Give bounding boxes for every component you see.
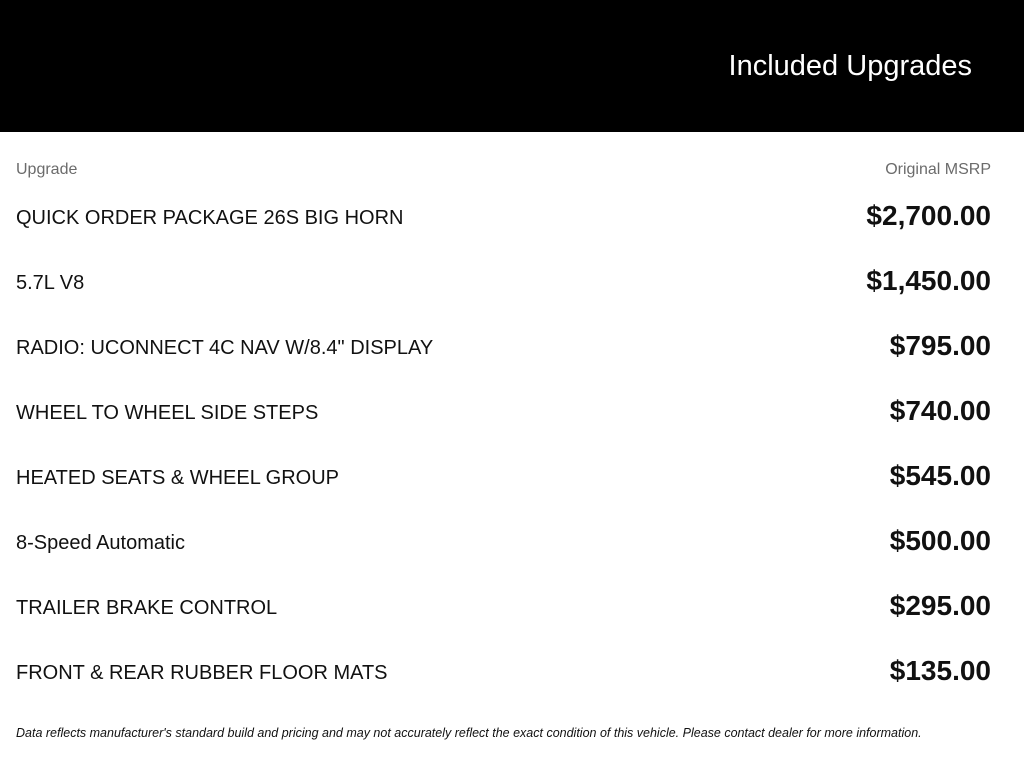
- upgrade-name: TRAILER BRAKE CONTROL: [16, 597, 278, 619]
- upgrade-row: [16, 315, 991, 380]
- upgrade-price: $1,450.00: [866, 265, 991, 296]
- upgrade-price: $545.00: [889, 460, 991, 491]
- upgrade-price: $500.00: [889, 525, 991, 556]
- column-header-upgrade: Upgrade: [16, 161, 78, 178]
- column-header-msrp: Original MSRP: [885, 161, 991, 178]
- upgrade-price: $740.00: [889, 395, 991, 426]
- upgrade-row: [16, 575, 991, 640]
- upgrade-row: [16, 640, 991, 705]
- upgrade-name: WHEEL TO WHEEL SIDE STEPS: [16, 402, 319, 424]
- upgrade-price: $295.00: [889, 590, 991, 621]
- upgrade-name: 8-Speed Automatic: [16, 532, 185, 554]
- header-banner: [0, 0, 1024, 132]
- upgrade-row: [16, 185, 991, 250]
- upgrade-row: [16, 380, 991, 445]
- upgrade-name: QUICK ORDER PACKAGE 26S BIG HORN: [16, 207, 404, 229]
- upgrade-row: [16, 510, 991, 575]
- upgrade-name: HEATED SEATS & WHEEL GROUP: [16, 467, 340, 489]
- upgrade-price: $135.00: [889, 655, 991, 686]
- disclaimer-text: Data reflects manufacturer's standard build and pricing and may not accurately reflect the exact condition of this vehicle. Please contact dealer for more information.: [16, 725, 922, 740]
- column-headers: [16, 160, 991, 180]
- upgrade-row: [16, 445, 991, 510]
- upgrade-price: $795.00: [889, 330, 991, 361]
- upgrade-name: 5.7L V8: [16, 272, 85, 294]
- upgrade-price: $2,700.00: [866, 200, 991, 231]
- page-title: Included Upgrades: [728, 50, 972, 82]
- upgrade-name: FRONT & REAR RUBBER FLOOR MATS: [16, 662, 388, 684]
- upgrades-list: [16, 185, 991, 705]
- upgrade-name: RADIO: UCONNECT 4C NAV W/8.4" DISPLAY: [16, 337, 434, 359]
- upgrade-row: [16, 250, 991, 315]
